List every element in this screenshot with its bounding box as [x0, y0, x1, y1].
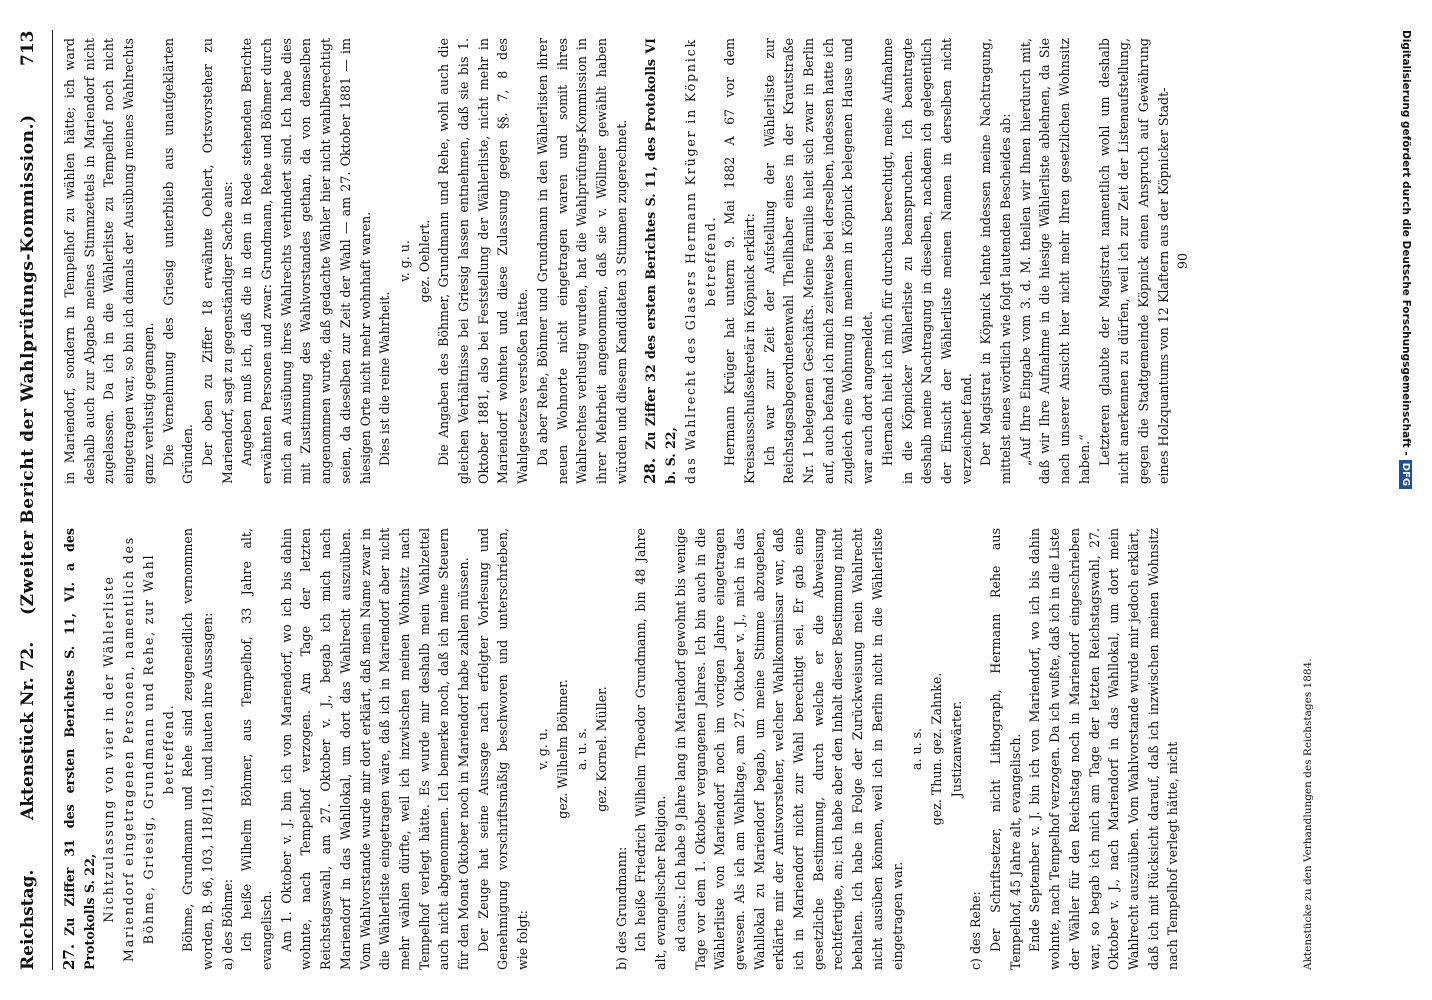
page-footer: Aktenstücke zu den Verhandlungen des Reichstages 1884. [1302, 658, 1314, 970]
item-28-subheading: das Wahlrecht des Glasers Hermann Krüger in Köpnick betreffend. [682, 38, 718, 484]
testimony-c-label: c) des Rehe: [968, 891, 984, 970]
right-p3: Der oben zu Ziffer 18 erwähnte Oehlert, Ortsvorsteher zu Mariendorf, sagt zu gegenständiger Sache aus: [199, 38, 235, 484]
right-p8: Hermann Krüger hat unterm 9. Mai 1882 A 67 vor dem Kreisausschußsekretär in Köpnick erklärt: [722, 38, 757, 484]
item-28-heading: Zu Ziffer 32 des ersten Berichtes S. 11, des Protokolls VI b. S. 22, [643, 38, 679, 484]
right-p13: Letzteren glaubte der Magistrat namentlich wohl um deshalb nicht anerkennen zu dürfen, weil ich zur Zeit der Listenaufstellung, gegen die Stadtgemeinde Köpnick einen Anspruch auf Gewährung eines Holzquantums von 12 Klaftern aus der Köpnicker Stadt- [1096, 38, 1171, 484]
testimony-c-text1: Der Schriftsetzer, nicht Lithograph, Hermann Rehe aus Tempelhof, 45 Jahre alt, evangelisch. [988, 528, 1023, 970]
right-p12: „Auf Ihre Eingabe vom 3. d. M. theilen wir Ihnen hierdurch mit, daß wir Ihre Aufnahme in die hiesige Wählerliste ablehnen, da Sie nach unserer Ansicht hier nicht mehr Ihren gesetzlichen Wohnsitz haben.“ [1017, 38, 1092, 484]
right-column [60, 38, 1193, 484]
right-p4: Angeben muß ich, daß die in dem in Rede stehenden Berichte erwähnten Personen und zwar: Grundmann, Rehe und Böhmer durch mich an Ausübung ihres Wahlrechts verhindert sind. Ich habe dies mit Zustimmung des Wahlvorstandes gethan, da von demselben angenommen wurde, daß gedachte Wähler hier nicht wahlberechtigt seien, da dieselben zur Zeit der Wahl — am 27. Oktober 1881 — im hiesigen Orte nicht mehr wohnhaft waren. [239, 38, 373, 484]
testimony-b-sig2: gez. Thun. gez. Zahnke. [928, 672, 944, 826]
testimony-a-text1: Ich heiße Wilhelm Böhmer, aus Tempelhof, 33 Jahre alt, evangelisch. [239, 528, 275, 970]
credit-text: Digitalisierung gefördert durch die Deutsche Forschungsgemeinschaft - [1400, 30, 1412, 456]
right-p1: in Mariendorf, sondern in Tempelhof zu wählen hätte; ich ward deshalb auch zur Abgabe meines Stimmzettels in Mariendorf nicht zugelassen. Da ich in die Wählerliste zu Tempelhof noch nicht eingetragen war, so bin ich damals der Ausübung meines Wahlrechts ganz verlustig gegangen. [62, 38, 156, 484]
testimony-c-text2: Ende September v. J. bin ich von Mariendorf, wo ich bis dahin wohnte, nach Tempelhof verzogen. Da ich wußte, daß ich in die Liste der Wähler für den Reichstag noch in Mariendorf eingeschrieben war, so begab ich mich am Tage der letzten Reichstagswahl, 27. Oktober v. J., nach Mariendorf in das Wahllokal, um dort mein Wahlrecht auszuüben. Vom Wahlvorstande wurde mir jedoch erklärt, daß ich mit Rücksicht darauf, daß ich inzwischen meinen Wohnsitz nach Tempelhof verlegt hätte, nicht [1027, 528, 1181, 970]
testimony-a-sig1: v. g. u. [534, 728, 550, 770]
digitization-credit [1392, 30, 1412, 970]
testimony-b-sig1: a. u. s. [909, 727, 925, 771]
header-document-number: Aktenstück Nr. 72. [18, 641, 38, 820]
testimony-a-sig4: gez. Kornel. Müller. [593, 686, 609, 812]
dfg-logo: DFG [1399, 460, 1412, 489]
testimony-b-text2: ad caus.: Ich habe 9 Jahre lang in Mariendorf gewohnt bis wenige Tage vor dem 1. Oktober vergangenen Jahres. Ich bin auch in die Wählerliste von Mariendorf noch im vorigen Jahre eingetragen gewesen. Als ich am Wahltage, am 27. Oktober v. J., mich in das Wahllokal zu Mariendorf begab, um meine Stimme abzugeben, erklärte mir der Amtsvorsteher, welcher Wahlkommissar war, daß ich in Mariendorf nicht zur Wahl berechtigt sei. Er gab eine gesetzliche Bestimmung, durch welche er die Abweisung rechtfertigte, an; ich habe aber den Inhalt dieser Bestimmung nicht behalten. Ich habe in Folge der Zurückweisung mein Wahlrecht nicht ausüben können, weil ich in Berlin nicht in die Wählerliste eingetragen war. [672, 528, 905, 970]
page-number: 713 [18, 30, 38, 66]
testimony-b-sig3: Justizanwärter. [948, 700, 964, 798]
testimony-a-text3: Der Zeuge hat seine Aussage nach erfolgter Vorlesung und Genehmigung vorschriftsmäßig beschworen und unterschrieben, wie folgt: [475, 528, 531, 970]
document-page [0, 30, 1400, 970]
right-p6: Die Angaben des Böhmer, Grundmann und Rehe, wohl auch die gleichen Verhältnisse bei Griesig lassen entnehmen, daß sie bis 1. Oktober 1881, also bei Feststellung der Wählerliste, nicht mehr in Mariendorf wohnten und diese Zulassung gegen §§. 7, 8 des Wahlgesetzes verstoßen hätte. [436, 38, 531, 484]
right-sig2: gez. Oehlert. [416, 219, 432, 303]
testimony-a-sig2: gez. Wilhelm Böhmer. [554, 679, 570, 819]
header-report-title: (Zweiter Bericht der Wahlprüfungs-Kommission.) [18, 114, 38, 615]
testimony-b-label: b) des Grundmann: [613, 846, 629, 970]
item-27-heading: Zu Ziffer 31 des ersten Berichtes S. 11, VI. a des Protokolls S. 22, [62, 528, 97, 970]
right-p7: Da aber Rehe, Böhmer und Grundmann in den Wählerlisten ihrer neuen Wohnorte nicht eingetragen waren und somit ihres Wahlrechtes verlustig wurden, hat die Wahlprüfungs-Kommission in ihrer Mehrheit angenommen, daß sie v. Wöllmer gewählt haben würden und diesem Kandidaten 3 Stimmen zugerechnet. [534, 38, 629, 484]
signature-mark: 90 [1175, 252, 1191, 270]
header-rule [52, 30, 53, 970]
testimony-a-sig3: a. u. s. [574, 727, 590, 771]
right-sig1: v. g. u. [396, 240, 412, 282]
left-column [60, 528, 1183, 970]
item-number-27: 27. [60, 943, 78, 970]
header-left: Reichstag. [18, 869, 38, 970]
testimony-b-text1: Ich heiße Friedrich Wilhelm Theodor Grundmann, bin 48 Jahre alt, evangelischer Religion. [633, 528, 669, 970]
right-p5: Dies ist die reine Wahrheit. [377, 291, 393, 466]
right-p10: Hiernach hielt ich mich für durchaus berechtigt, meine Aufnahme in die Köpnicker Wählerliste zu beanspruchen. Ich beantragte deshalb meine Nachtragung in dieselben, nachdem ich gelegentlich der Einsicht der Wählerliste meinen Namen in derselben nicht verzeichnet fand. [879, 38, 974, 484]
item-number-28: 28. [641, 457, 660, 484]
right-p9: Ich war zur Zeit der Aufstellung der Wählerliste zur Reichstagsabgeordnetenwahl Theilhaber eines in der Krautstraße Nr. 1 belegenen Geschäfts. Meine Familie hielt sich zwar in Berlin auf, auch befand ich mich zeitweise bei derselben, indessen hatte ich zugleich eine Wohnung in meinem in Köpnick belegenen Hause und war auch dort angemeldet. [761, 38, 876, 484]
testimony-a-label: a) des Böhme: [219, 879, 235, 970]
item-27-subheading: Nichtzulassung von vier in der Wählerliste Mariendorf eingetragenen Personen, namentlich des Böhme, Griesig, Grundmann und Rehe, zur Wahl betreffend. [101, 536, 176, 962]
running-header [18, 30, 52, 970]
right-p11: Der Magistrat in Köpnick lehnte indessen meine Nachtragung, mittelst eines wörtlich wie folgt lautenden Bescheides ab: [978, 38, 1014, 484]
item-27-intro: Böhme, Grundmann und Rehe sind zeugeneidlich vernommen worden, B. 96, 103, 118/119, und lauten ihre Aussagen: [180, 528, 215, 970]
right-p2: Die Vernehmung des Griesig unterblieb aus unaufgeklärten Gründen. [160, 38, 196, 484]
testimony-a-text2: Am 1. Oktober v. J. bin ich von Mariendorf, wo ich bis dahin wohnte, nach Tempelhof verzogen. Am Tage der letzten Reichstagswahl, am 27. Oktober v. J., begab ich mich nach Mariendorf in das Wahllokal, um dort das Wahlrecht auszuüben. Vom Wahlvorstande wurde mir dort erklärt, daß mein Name zwar in die Wählerliste eingetragen wäre, daß ich in Mariendorf aber nicht mehr wählen dürfte, weil ich inzwischen meinen Wohnsitz nach Tempelhof verlegt hätte. Es wurde mir deshalb mein Wahlzettel auch nicht abgenommen. Ich bemerke noch, daß ich meine Steuern für den Monat Oktober noch in Mariendorf habe zahlen müssen. [278, 528, 472, 970]
